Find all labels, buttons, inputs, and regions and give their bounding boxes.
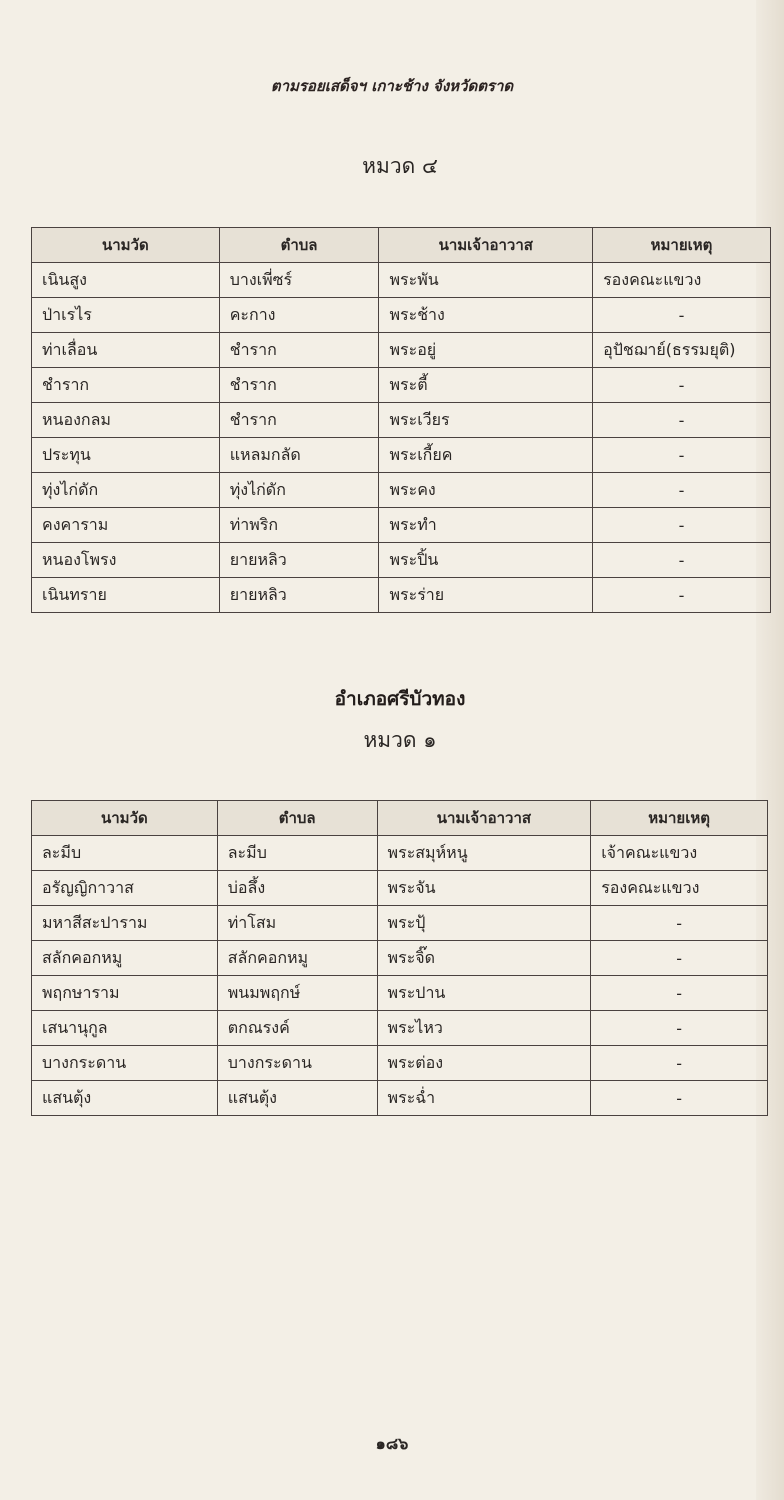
table-row (32, 368, 771, 403)
running-head: ตามรอยเสด็จฯ เกาะช้าง จังหวัดตราด (270, 77, 514, 95)
cell-subdistrict: บางเพี่ซร์ (219, 263, 379, 298)
cell-remark: - (591, 906, 768, 941)
group-title-1: หมวด ๑ (363, 728, 437, 752)
header-remark: หมายเหตุ (593, 228, 771, 263)
cell-subdistrict: ชำราก (219, 403, 379, 438)
table-row (32, 298, 771, 333)
cell-abbot-name: พระพัน (379, 263, 593, 298)
header-subdistrict: ตำบล (217, 801, 377, 836)
table-row (32, 1046, 768, 1081)
cell-wat-name: เนินทราย (32, 578, 220, 613)
table-row (32, 543, 771, 578)
cell-remark: - (591, 1011, 768, 1046)
header-wat-name: นามวัด (32, 228, 220, 263)
cell-remark: - (591, 941, 768, 976)
cell-remark: - (593, 543, 771, 578)
cell-remark: - (593, 473, 771, 508)
cell-wat-name: เสนานุกูล (32, 1011, 218, 1046)
table-row (32, 333, 771, 368)
wat-table-group-1 (31, 800, 768, 1116)
header-abbot-name: นามเจ้าอาวาส (379, 228, 593, 263)
table-row (32, 871, 768, 906)
cell-abbot-name: พระปุ้ (377, 906, 591, 941)
cell-abbot-name: พระร่าย (379, 578, 593, 613)
cell-abbot-name: พระเวียร (379, 403, 593, 438)
table-header-row (32, 801, 768, 836)
table-row (32, 438, 771, 473)
cell-subdistrict: ทุ่งไก่ดัก (219, 473, 379, 508)
cell-abbot-name: พระไหว (377, 1011, 591, 1046)
wat-table-group-4 (31, 227, 771, 613)
cell-abbot-name: พระจิ๊ด (377, 941, 591, 976)
cell-subdistrict: ตกณรงค์ (217, 1011, 377, 1046)
cell-subdistrict: แสนตุ้ง (217, 1081, 377, 1116)
cell-abbot-name: พระเกี้ยค (379, 438, 593, 473)
cell-remark: รองคณะแขวง (591, 871, 768, 906)
header-abbot-name: นามเจ้าอาวาส (377, 801, 591, 836)
cell-subdistrict: ชำราก (219, 368, 379, 403)
cell-subdistrict: พนมพฤกษ์ (217, 976, 377, 1011)
cell-wat-name: อรัญญิกาวาส (32, 871, 218, 906)
cell-subdistrict: แหลมกลัด (219, 438, 379, 473)
cell-remark: - (591, 1046, 768, 1081)
table-row (32, 1011, 768, 1046)
cell-subdistrict: ยายหลิว (219, 578, 379, 613)
header-remark: หมายเหตุ (591, 801, 768, 836)
cell-abbot-name: พระสมุห์หนู (377, 836, 591, 871)
page-number: ๑๘๖ (375, 1434, 409, 1453)
cell-abbot-name: พระจัน (377, 871, 591, 906)
cell-abbot-name: พระทำ (379, 508, 593, 543)
table-row (32, 836, 768, 871)
cell-subdistrict: ชำราก (219, 333, 379, 368)
cell-subdistrict: ท่าโสม (217, 906, 377, 941)
cell-subdistrict: ละมีบ (217, 836, 377, 871)
cell-wat-name: คงคาราม (32, 508, 220, 543)
cell-wat-name: เนินสูง (32, 263, 220, 298)
cell-abbot-name: พระปิ้น (379, 543, 593, 578)
cell-remark: - (593, 578, 771, 613)
table-row (32, 976, 768, 1011)
cell-wat-name: ป่าเรไร (32, 298, 220, 333)
table-row (32, 508, 771, 543)
cell-abbot-name: พระตี้ (379, 368, 593, 403)
cell-wat-name: ชำราก (32, 368, 220, 403)
cell-wat-name: หนองโพรง (32, 543, 220, 578)
cell-remark: - (591, 1081, 768, 1116)
cell-subdistrict: สลักคอกหมู (217, 941, 377, 976)
table-row (32, 263, 771, 298)
table-row (32, 578, 771, 613)
cell-abbot-name: พระปาน (377, 976, 591, 1011)
cell-abbot-name: พระฉ่ำ (377, 1081, 591, 1116)
header-wat-name: นามวัด (32, 801, 218, 836)
cell-subdistrict: ยายหลิว (219, 543, 379, 578)
cell-abbot-name: พระต่อง (377, 1046, 591, 1081)
cell-remark: เจ้าคณะแขวง (591, 836, 768, 871)
cell-abbot-name: พระคง (379, 473, 593, 508)
cell-subdistrict: บ่อลึ้ง (217, 871, 377, 906)
cell-remark: - (593, 508, 771, 543)
cell-remark: - (593, 298, 771, 333)
cell-remark: รองคณะแขวง (593, 263, 771, 298)
cell-subdistrict: บางกระดาน (217, 1046, 377, 1081)
cell-abbot-name: พระอยู่ (379, 333, 593, 368)
cell-remark: อุปัชฌาย์(ธรรมยุติ) (593, 333, 771, 368)
cell-remark: - (593, 403, 771, 438)
cell-wat-name: มหาสีสะปาราม (32, 906, 218, 941)
cell-wat-name: หนองกลม (32, 403, 220, 438)
cell-wat-name: ประทุน (32, 438, 220, 473)
cell-wat-name: สลักคอกหมู (32, 941, 218, 976)
cell-remark: - (593, 438, 771, 473)
table-row (32, 1081, 768, 1116)
group-title-4: หมวด ๔ (362, 154, 438, 178)
header-subdistrict: ตำบล (219, 228, 379, 263)
table-row (32, 906, 768, 941)
cell-remark: - (593, 368, 771, 403)
cell-wat-name: ท่าเลื่อน (32, 333, 220, 368)
cell-wat-name: พฤกษาราม (32, 976, 218, 1011)
cell-remark: - (591, 976, 768, 1011)
cell-wat-name: แสนตุ้ง (32, 1081, 218, 1116)
cell-wat-name: บางกระดาน (32, 1046, 218, 1081)
cell-wat-name: ทุ่งไก่ดัก (32, 473, 220, 508)
cell-subdistrict: คะกาง (219, 298, 379, 333)
cell-subdistrict: ท่าพริก (219, 508, 379, 543)
table-row (32, 941, 768, 976)
district-title: อำเภอศรีบัวทอง (334, 688, 466, 710)
cell-abbot-name: พระช้าง (379, 298, 593, 333)
table-row (32, 403, 771, 438)
cell-wat-name: ละมีบ (32, 836, 218, 871)
table-header-row (32, 228, 771, 263)
table-row (32, 473, 771, 508)
